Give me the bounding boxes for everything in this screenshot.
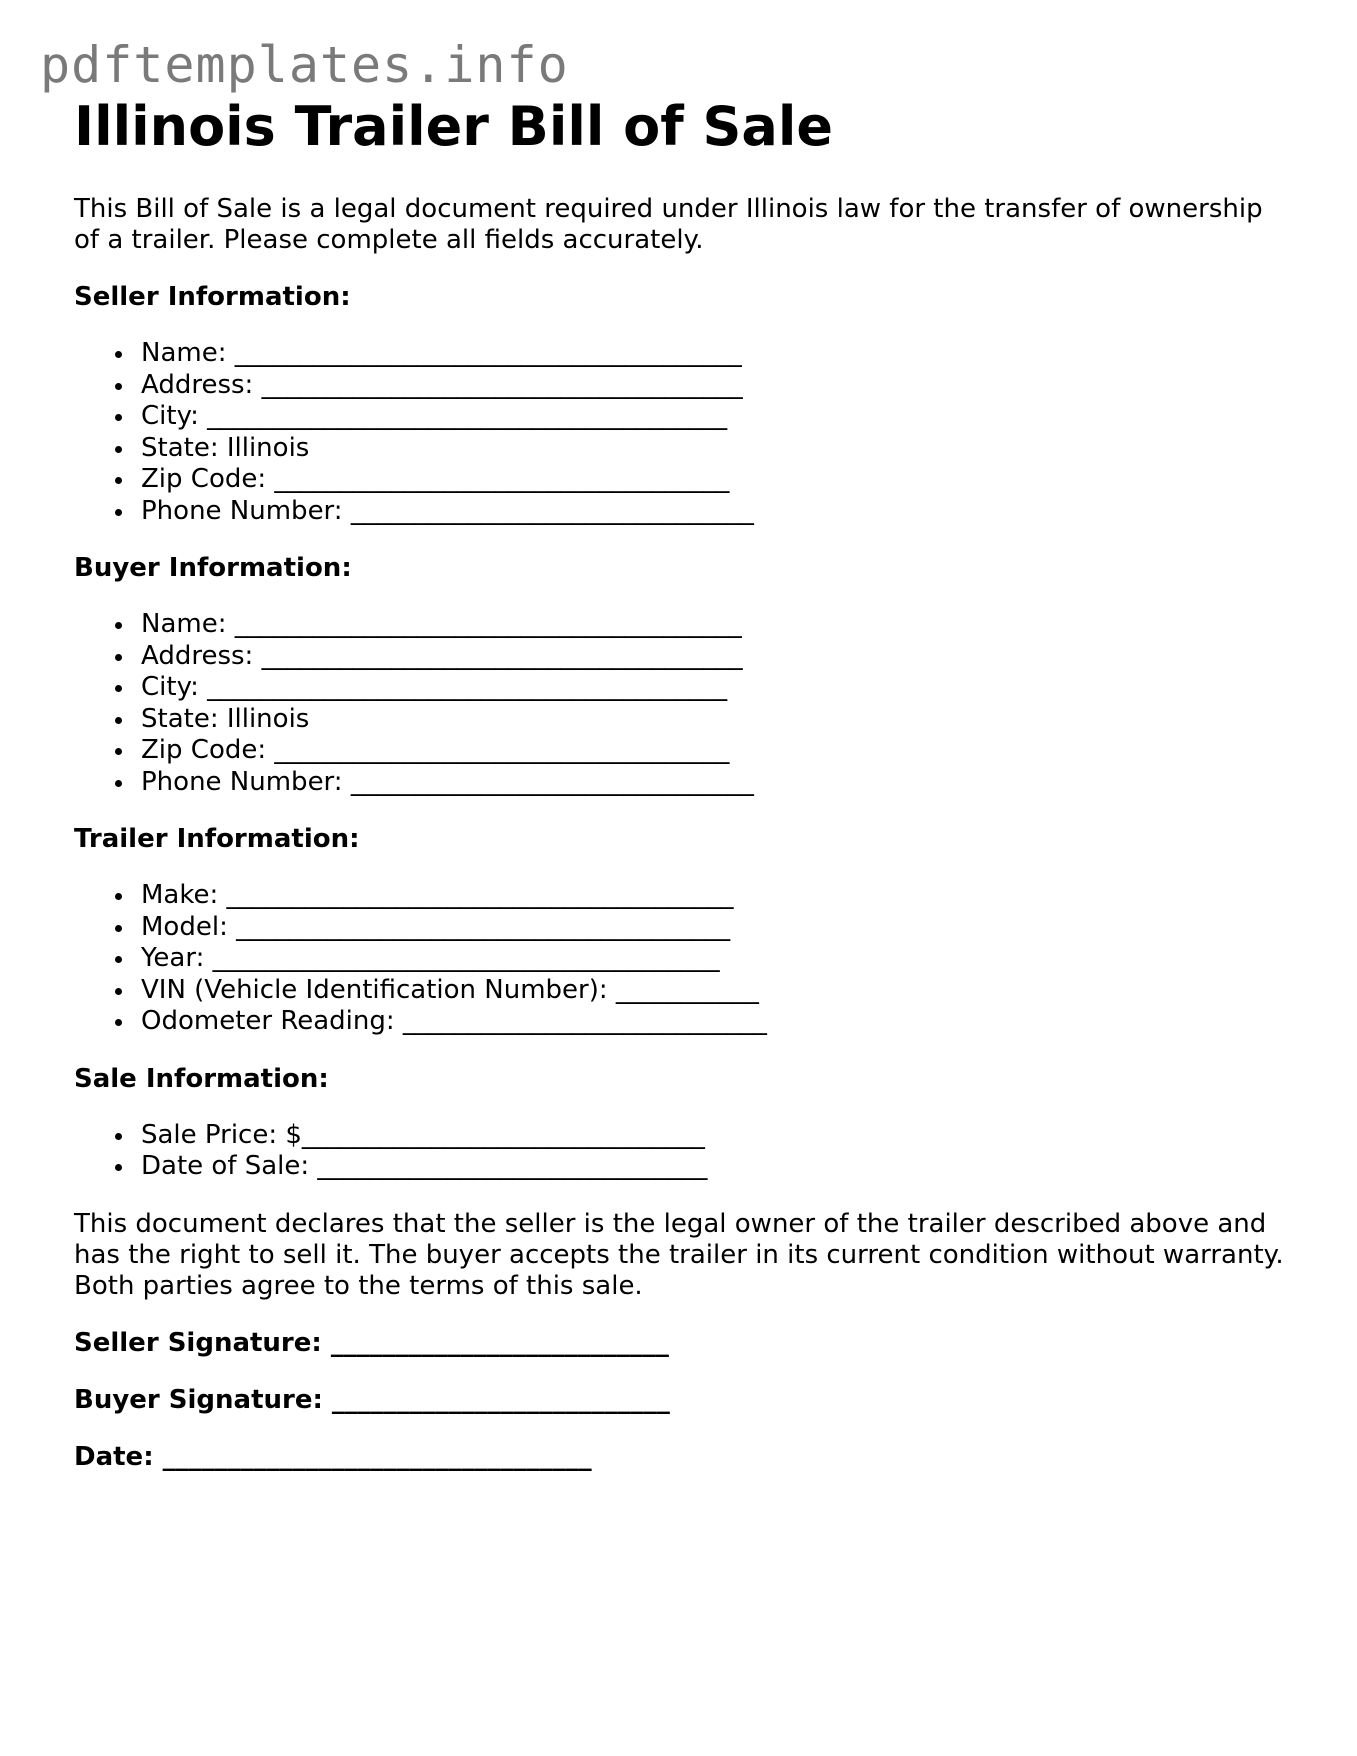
seller-state-field: State: Illinois — [141, 433, 1284, 465]
buyer-address-field[interactable]: Address: _____________________________________ — [141, 641, 1284, 673]
trailer-make-field[interactable]: Make: _______________________________________ — [141, 880, 1284, 912]
sale-section-heading: Sale Information: — [74, 1063, 329, 1094]
buyer-city-field[interactable]: City: ________________________________________ — [141, 672, 1284, 704]
buyer-signature-field[interactable]: Buyer Signature: __________________________ — [74, 1384, 670, 1415]
trailer-vin-field[interactable]: VIN (Vehicle Identification Number): ___________ — [141, 975, 1284, 1007]
seller-fields-list — [74, 338, 1284, 527]
document-title: Illinois Trailer Bill of Sale — [74, 95, 834, 158]
seller-section-heading: Seller Information: — [74, 282, 351, 313]
buyer-name-field[interactable]: Name: _______________________________________ — [141, 609, 1284, 641]
buyer-zip-field[interactable]: Zip Code: ___________________________________ — [141, 735, 1284, 767]
seller-phone-field[interactable]: Phone Number: _______________________________ — [141, 496, 1284, 528]
seller-zip-field[interactable]: Zip Code: ___________________________________ — [141, 464, 1284, 496]
sale-fields-list — [74, 1120, 1284, 1183]
closing-paragraph: This document declares that the seller is the legal owner of the trailer described above and has the right to sell it. The buyer accepts the trailer in its current condition without warranty. Both parties agree to the terms of this sale. — [74, 1208, 1284, 1301]
seller-signature-field[interactable]: Seller Signature: __________________________ — [74, 1327, 669, 1358]
trailer-fields-list — [74, 880, 1284, 1038]
trailer-odometer-field[interactable]: Odometer Reading: ____________________________ — [141, 1006, 1284, 1038]
watermark: pdftemplates.info — [40, 36, 569, 94]
signature-date-field[interactable]: Date: _________________________________ — [74, 1441, 592, 1472]
trailer-section-heading: Trailer Information: — [74, 824, 360, 855]
buyer-phone-field[interactable]: Phone Number: _______________________________ — [141, 767, 1284, 799]
seller-city-field[interactable]: City: ________________________________________ — [141, 401, 1284, 433]
sale-price-field[interactable]: Sale Price: $_______________________________ — [141, 1120, 1284, 1152]
seller-name-field[interactable]: Name: _______________________________________ — [141, 338, 1284, 370]
buyer-state-field: State: Illinois — [141, 704, 1284, 736]
trailer-year-field[interactable]: Year: _______________________________________ — [141, 943, 1284, 975]
seller-address-field[interactable]: Address: _____________________________________ — [141, 370, 1284, 402]
intro-paragraph: This Bill of Sale is a legal document required under Illinois law for the transfer of ownership of a trailer. Please complete all fields accurately. — [74, 194, 1263, 256]
document-page — [74, 96, 1284, 1473]
buyer-fields-list — [74, 609, 1284, 798]
buyer-section-heading: Buyer Information: — [74, 553, 352, 584]
trailer-model-field[interactable]: Model: ______________________________________ — [141, 912, 1284, 944]
sale-date-field[interactable]: Date of Sale: ______________________________ — [141, 1151, 1284, 1183]
